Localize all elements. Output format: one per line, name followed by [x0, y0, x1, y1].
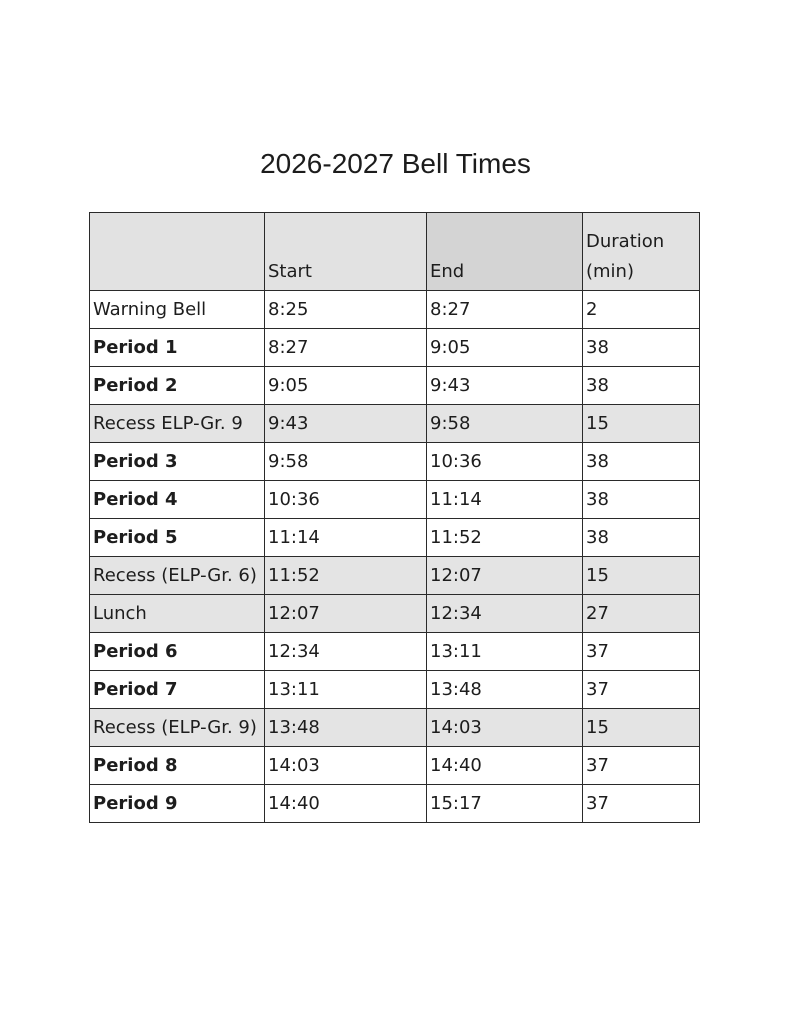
cell-period-name: Recess (ELP-Gr. 9) — [90, 709, 265, 747]
cell-end-time: 10:36 — [427, 443, 583, 481]
cell-end-time: 13:11 — [427, 633, 583, 671]
cell-end-time: 11:14 — [427, 481, 583, 519]
cell-period-name: Period 8 — [90, 747, 265, 785]
cell-end-time: 13:48 — [427, 671, 583, 709]
table-body — [90, 291, 700, 823]
cell-period-name: Period 6 — [90, 633, 265, 671]
table-row — [90, 709, 700, 747]
header-duration: Duration (min) — [583, 213, 700, 291]
cell-duration: 37 — [583, 633, 700, 671]
cell-start-time: 10:36 — [265, 481, 427, 519]
table-row — [90, 367, 700, 405]
cell-end-time: 12:07 — [427, 557, 583, 595]
cell-duration: 38 — [583, 329, 700, 367]
cell-period-name: Period 4 — [90, 481, 265, 519]
cell-period-name: Period 7 — [90, 671, 265, 709]
cell-start-time: 12:34 — [265, 633, 427, 671]
cell-end-time: 9:43 — [427, 367, 583, 405]
page-title: 2026-2027 Bell Times — [260, 148, 531, 179]
cell-period-name: Period 2 — [90, 367, 265, 405]
cell-end-time: 11:52 — [427, 519, 583, 557]
table-row — [90, 481, 700, 519]
cell-duration: 27 — [583, 595, 700, 633]
cell-end-time: 12:34 — [427, 595, 583, 633]
table-row — [90, 291, 700, 329]
cell-start-time: 11:14 — [265, 519, 427, 557]
table-row — [90, 595, 700, 633]
cell-duration: 37 — [583, 785, 700, 823]
cell-period-name: Warning Bell — [90, 291, 265, 329]
cell-period-name: Period 5 — [90, 519, 265, 557]
cell-start-time: 9:05 — [265, 367, 427, 405]
cell-end-time: 9:05 — [427, 329, 583, 367]
table-row — [90, 633, 700, 671]
cell-duration: 37 — [583, 671, 700, 709]
table-row — [90, 785, 700, 823]
cell-start-time: 11:52 — [265, 557, 427, 595]
table-row — [90, 519, 700, 557]
cell-start-time: 13:11 — [265, 671, 427, 709]
bell-times-table — [89, 212, 700, 823]
cell-duration: 38 — [583, 481, 700, 519]
cell-start-time: 9:43 — [265, 405, 427, 443]
cell-end-time: 8:27 — [427, 291, 583, 329]
cell-period-name: Lunch — [90, 595, 265, 633]
cell-duration: 38 — [583, 519, 700, 557]
cell-period-name: Period 3 — [90, 443, 265, 481]
cell-duration: 15 — [583, 405, 700, 443]
cell-start-time: 12:07 — [265, 595, 427, 633]
cell-period-name: Period 9 — [90, 785, 265, 823]
cell-start-time: 14:03 — [265, 747, 427, 785]
table-row — [90, 443, 700, 481]
cell-duration: 38 — [583, 443, 700, 481]
cell-start-time: 9:58 — [265, 443, 427, 481]
header-end: End — [427, 213, 583, 291]
cell-duration: 38 — [583, 367, 700, 405]
cell-period-name: Recess ELP-Gr. 9 — [90, 405, 265, 443]
cell-end-time: 9:58 — [427, 405, 583, 443]
cell-start-time: 13:48 — [265, 709, 427, 747]
cell-end-time: 14:40 — [427, 747, 583, 785]
cell-end-time: 14:03 — [427, 709, 583, 747]
table-row — [90, 329, 700, 367]
cell-period-name: Period 1 — [90, 329, 265, 367]
table-row — [90, 671, 700, 709]
cell-duration: 2 — [583, 291, 700, 329]
cell-start-time: 8:27 — [265, 329, 427, 367]
cell-start-time: 8:25 — [265, 291, 427, 329]
table-row — [90, 557, 700, 595]
cell-period-name: Recess (ELP-Gr. 6) — [90, 557, 265, 595]
cell-duration: 37 — [583, 747, 700, 785]
cell-start-time: 14:40 — [265, 785, 427, 823]
cell-duration: 15 — [583, 557, 700, 595]
table-row — [90, 405, 700, 443]
header-period — [90, 213, 265, 291]
table-row — [90, 747, 700, 785]
cell-end-time: 15:17 — [427, 785, 583, 823]
table-header-row — [90, 213, 700, 291]
header-start: Start — [265, 213, 427, 291]
cell-duration: 15 — [583, 709, 700, 747]
